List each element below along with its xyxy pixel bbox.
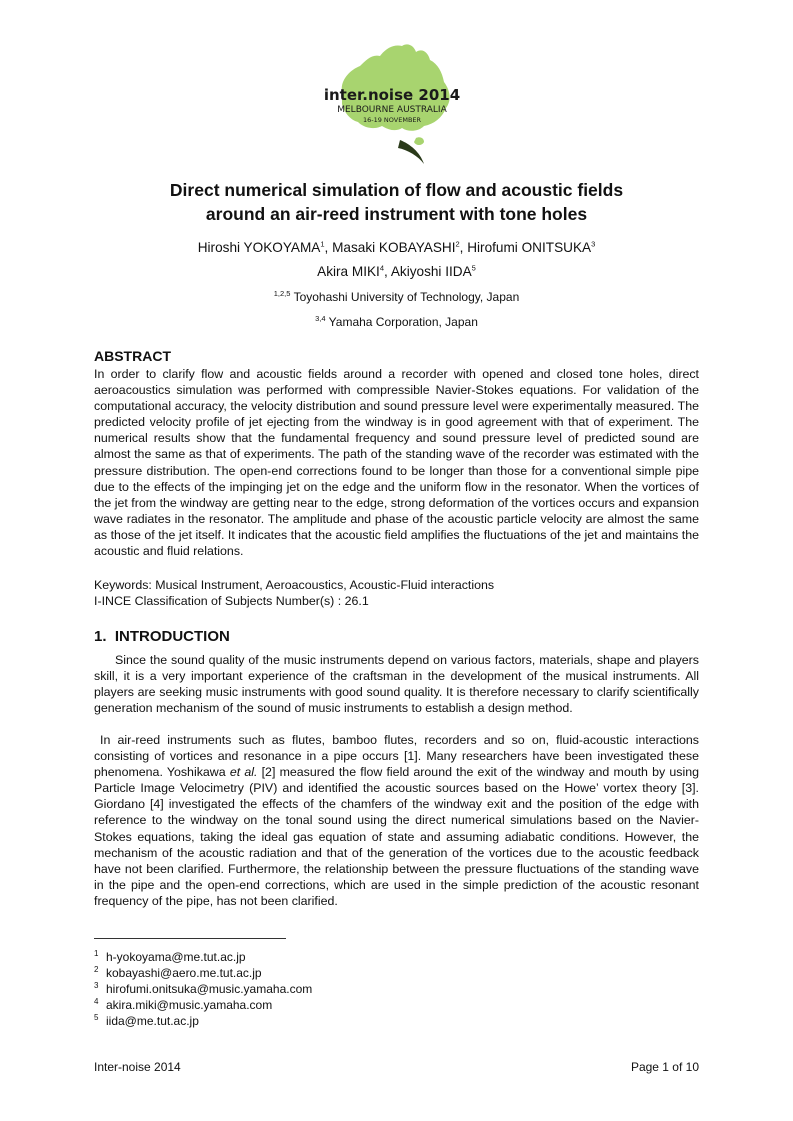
footnote-mark: 5 bbox=[94, 1013, 99, 1022]
author-name: Hiroshi YOKOYAMA bbox=[197, 240, 321, 255]
intro-paragraph-2-part-a: In air-reed instruments such as flutes, bamboo flutes, recorders and so on, fluid-acoustic interactions consisting of vortices and resonance in a pipe occurs [1]. Many researchers have been investigated these phenomena. Yoshikawa bbox=[94, 733, 699, 780]
logo-line-3: 16-19 NOVEMBER bbox=[362, 116, 422, 124]
et-al: et al. bbox=[229, 765, 258, 780]
authors-line-1: Hiroshi YOKOYAMA$^1$, Masaki KOBAYASHI$^2$, Hirofumi ONITSUKA$^3$ bbox=[197, 239, 596, 255]
affiliation-text: Yamaha Corporation, Japan bbox=[328, 315, 478, 329]
footnote-mark: 2 bbox=[94, 965, 99, 974]
tasmania-shape bbox=[414, 137, 424, 145]
abstract-text: In order to clarify flow and acoustic fields around a recorder with opened and closed tone holes, direct aeroacoustics simulation was performed with compressible Navier-Stokes equations. For validation of the computational accuracy, the velocity distribution and sound pressure level were experimentally measured. The predicted velocity profile of jet ejecting from the windway is in good agreement with that of experiment. The numerical results show that the fundamental frequency and sound pressure level of predicted sound are almost the same as that of experiments. The path of the standing wave of the recorder was estimated with the pressure distribution. The open-end corrections found to be longer than those for a conventional simple pipe due to the effects of the impinging jet on the edge and the uniform flow in the resonator. When the vortices of the jet from the windway are getting near to the edge, strong deformation of the vortices occurs and expansion wave radiates in the resonator. The amplitude and phase of the acoustic particle velocity are almost the same as those of the jet itself. It indicates that the acoustic field amplifies the fluctuations of the jet and maintains the acoustic and fluid relations. bbox=[94, 367, 699, 559]
affiliation-1 bbox=[60, 289, 733, 305]
intro-paragraph-2-part-b: [2] measured the flow field around the exit of the windway and mouth by using Particle Image Velocimetry (PIV) and identified the acoustic sources based on the Howe’ vortex theory [3]. Giordano [4] investigated the effects of the chamfers of the windway exit and the position of the edge with reference to the windway on the tonal sound using the direct numerical simulations based on the Navier-Stokes equations, taking the ideal gas equation of state and assuming adiabatic conditions. However, the mechanism of the acoustic radiation and that of the generation of the vortices due to the acoustic feedback have not been clarified. Furthermore, the relationship between the pressure fluctuations of the standing wave in the pipe and the open-end corrections, which are used in the simple prediction of the acoustic resonant frequency of the pipe, has not been clarified. bbox=[94, 765, 700, 908]
affiliation-2 bbox=[60, 314, 733, 330]
classification: I-INCE Classification of Subjects Number(s) : 26.1 bbox=[94, 594, 369, 608]
footnote-email[interactable]: kobayashi@aero.me.tut.ac.jp bbox=[106, 966, 262, 980]
logo-line-2: MELBOURNE AUSTRALIA bbox=[337, 105, 447, 115]
author-sup: 2 bbox=[455, 239, 460, 249]
intro-paragraph-1: Since the sound quality of the music instruments depend on various factors, materials, shape and players skill, it is a very important experience of the craftsman in the development of the musical instruments. All players are seeking music instruments with good sound quality. It is therefore necessary to clarify scientifically generation mechanism of the sound of music instruments to establish a design method. bbox=[94, 653, 699, 716]
abstract-heading: ABSTRACT bbox=[94, 348, 171, 364]
author-sup: 5 bbox=[471, 263, 476, 273]
affiliation-sup: 1,2,5 bbox=[273, 289, 291, 298]
intro-paragraph-2 bbox=[94, 732, 699, 909]
footnote-email[interactable]: hirofumi.onitsuka@music.yamaha.com bbox=[106, 982, 313, 996]
footer-page-number: Page 1 of 10 bbox=[630, 1060, 699, 1074]
footnote-rule bbox=[94, 938, 286, 939]
authors-line-2: Akira MIKI$^4$, Akiyoshi IIDA$^5$ bbox=[317, 263, 476, 279]
affiliation-sup: 3,4 bbox=[315, 314, 326, 323]
footnote-email[interactable]: h-yokoyama@me.tut.ac.jp bbox=[106, 950, 246, 964]
footnote-mark: 1 bbox=[94, 949, 99, 958]
affiliation-text: Toyohashi University of Technology, Japan bbox=[293, 290, 520, 304]
logo-line-1: inter.noise 2014 bbox=[323, 86, 461, 104]
conference-logo bbox=[312, 40, 472, 168]
author-sup: 3 bbox=[591, 239, 596, 249]
footnote-email[interactable]: iida@me.tut.ac.jp bbox=[106, 1014, 199, 1028]
author-sup: 1 bbox=[320, 239, 325, 249]
footnote-mark: 4 bbox=[94, 997, 99, 1006]
author-name: Hirofumi ONITSUKA bbox=[467, 240, 592, 255]
author-name: Akira MIKI bbox=[317, 264, 380, 279]
paper-title-line-1: Direct numerical simulation of flow and acoustic fields bbox=[169, 180, 624, 200]
author-name: Masaki KOBAYASHI bbox=[332, 240, 456, 255]
keywords: Keywords: Musical Instrument, Aeroacoustics, Acoustic-Fluid interactions bbox=[94, 578, 495, 592]
author-name: Akiyoshi IIDA bbox=[390, 264, 472, 279]
section-1-heading: 1. INTRODUCTION bbox=[94, 628, 230, 645]
paper-title-line-2: around an air-reed instrument with tone holes bbox=[205, 204, 588, 224]
footnote-mark: 3 bbox=[94, 981, 99, 990]
footnote-5 bbox=[94, 1010, 199, 1029]
footer-conference: Inter-noise 2014 bbox=[94, 1060, 181, 1074]
author-sup: 4 bbox=[379, 263, 385, 273]
footnote-email[interactable]: akira.miki@music.yamaha.com bbox=[106, 998, 273, 1012]
